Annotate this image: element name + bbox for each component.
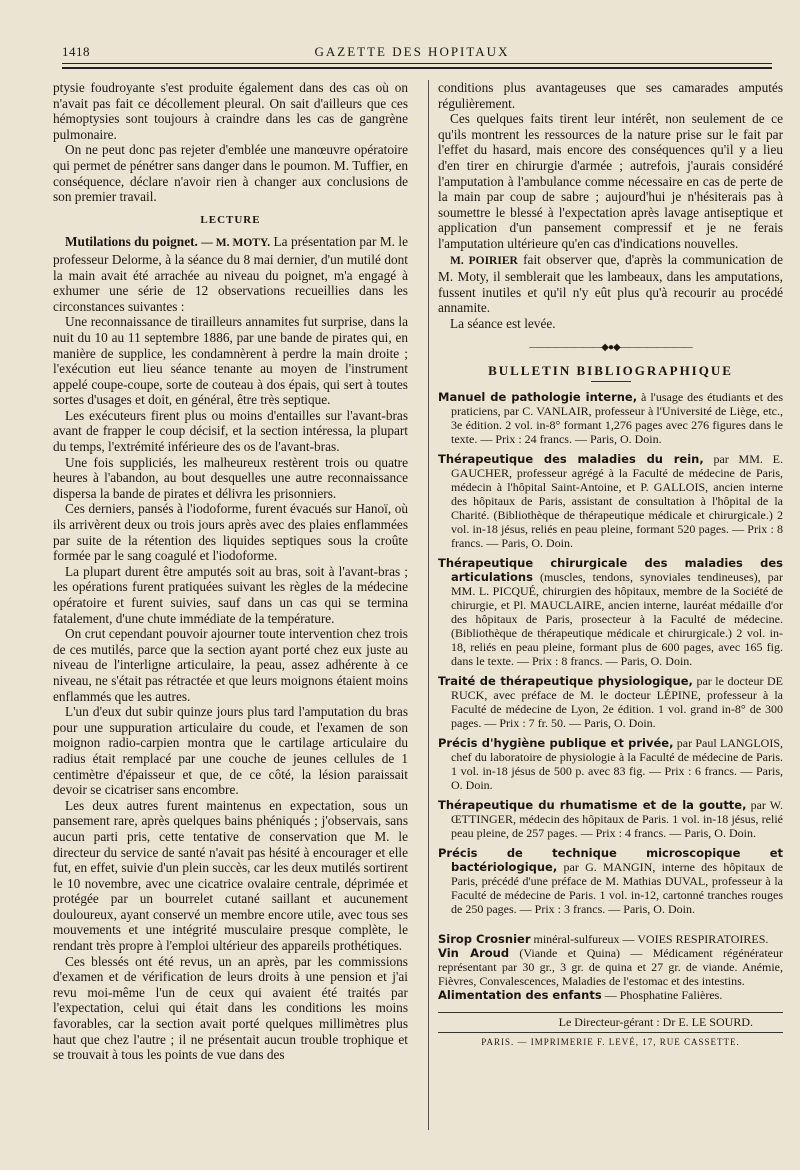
advertisement-line bbox=[438, 988, 783, 1002]
advertisement-line bbox=[438, 932, 783, 946]
entry-body: par W. ŒTTINGER, médecin des hôpitaux de Paris. 1 vol. in-18 jésus, relié peau pleine, de 257 pages. — Prix : 4 francs. — Paris, O. Doin. bbox=[451, 797, 783, 840]
bibliography-entry bbox=[438, 556, 783, 668]
page-header bbox=[52, 44, 772, 64]
bibliography-entry bbox=[438, 846, 783, 916]
bibliography-list bbox=[438, 390, 783, 916]
entry-body: à l'usage des étudiants et des praticiens, par C. VANLAIR, professeur à l'Université de Liège, etc., 3e édition. 2 vol. in-8° formant 1,276 pages avec 276 figures dans le texte. — Prix : 24 francs. — Paris, O. Doin. bbox=[451, 389, 783, 446]
entry-title: Précis de technique microscopique et bactériologique, bbox=[438, 845, 783, 874]
paragraph: L'un d'eux dut subir quinze jours plus tard l'amputation du bras pour une suppuration articulaire du coude, et l'examen de son moignon radio-carpien montra que le cartilage articulaire du radius était remplacé par une couche de jeunes cellules de 1 centimètre d'épaisseur et que, de ce côté, la lésion paraissait devoir se cicatriser sans encombre. bbox=[53, 704, 408, 798]
entry-title: Manuel de pathologie interne, bbox=[438, 389, 638, 404]
entry-title: Traité de thérapeutique physiologique, bbox=[438, 673, 693, 688]
entry-body: par le docteur DE RUCK, avec préface de M. le docteur LÉPINE, professeur à la Faculté de médecine de Lyon, 2e édition. 1 vol. grand in-8° de 300 pages. — Prix : 7 fr. 50. — Paris, O. Doin. bbox=[451, 673, 784, 730]
director-signature: Le Directeur-gérant : Dr E. LE SOURD. bbox=[558, 1014, 753, 1029]
advertisements bbox=[438, 932, 783, 1002]
lecture-paragraph bbox=[53, 234, 408, 314]
signature-rule bbox=[438, 1012, 783, 1013]
entry-body: par MM. E. GAUCHER, professeur agrégé à la Faculté de médecine de Paris, médecin à l'hôpital Saint-Antoine, et P. GALLOIS, ancien interne des hôpitaux de Paris, assistant de consultation à l'hôpital de la Charité. (Bibliothèque de thérapeutique médicale et chirurgicale.) 2 vol. in-18 jésus, reliés en peau pleine, formant 520 pages. — Prix : 8 francs. — Paris, O. Doin. bbox=[451, 451, 783, 550]
paragraph: conditions plus avantageuses que ses camarades amputés régulièrement. bbox=[438, 80, 783, 111]
entry-title: Thérapeutique du rhumatisme et de la goutte, bbox=[438, 797, 747, 812]
paragraph: Ces quelques faits tirent leur intérêt, non seulement de ce qu'ils montrent les ressources de la nature prise sur le fait par l'effet du hasard, mais encore des conséquences qu'il y a lieu d'en tirer en chirurgie d'armée ; autrefois, j'aurais considéré l'amputation à l'ambulance comme nécessaire en cas de perte de la main par coup de sabre ; aujourd'hui je n'hésiterais pas à soumettre le blessé à l'expectation après lavage antiseptique et application d'un pansement compressif et je ne ferais l'amputation ultérieure qu'en cas d'indications nouvelles. bbox=[438, 111, 783, 251]
bibliography-entry bbox=[438, 390, 783, 446]
advertisement-line bbox=[438, 946, 783, 988]
short-rule bbox=[591, 381, 631, 382]
ad-body: — Phosphatine Falières. bbox=[601, 987, 723, 1002]
entry-body: par G. MANGIN, interne des hôpitaux de Paris, précédé d'une préface de M. Mathias DUVAL, professeur à la Faculté de médecine de Paris. 1 vol. in-12, cartonné tranches rouges de 250 pages. — Prix : 3 francs. — Paris, O. Doin. bbox=[451, 859, 783, 916]
speaker-text: fait observer que, d'après la communication de M. Moty, il semblerait que les lambeaux, dans les amputations, fussent inutiles et qu'il n'y eût plus qu'à recourir au procédé annamite. bbox=[438, 251, 783, 316]
ad-title: Sirop Crosnier bbox=[438, 931, 531, 946]
entry-title: Thérapeutique des maladies du rein, bbox=[438, 451, 704, 466]
bibliography-entry bbox=[438, 798, 783, 840]
entry-title: Thérapeutique chirurgicale des maladies des articulations bbox=[438, 555, 783, 584]
paragraph: Les exécuteurs firent plus ou moins d'entailles sur l'avant-bras avant de frapper le coup décisif, et la section intéressa, la plupart du temps, l'extrémité inférieure des os de l'avant-bras. bbox=[53, 407, 408, 455]
paragraph bbox=[438, 252, 783, 316]
ad-title: Vin Aroud bbox=[438, 945, 510, 960]
ornament-rule: ————————◆●◆———————— bbox=[529, 341, 692, 353]
running-title: GAZETTE DES HOPITAUX bbox=[314, 44, 510, 59]
bibliography-entry bbox=[438, 452, 783, 550]
ad-body: (Viande et Quina) — Médicament régénérateur représentant par 30 gr., 3 gr. de quina et 27 gr. de viande. Anémie, Fièvres, Convalescences, Maladies de l'estomac et des intestins. bbox=[438, 945, 783, 988]
bulletin-title: BULLETIN BIBLIOGRAPHIQUE bbox=[488, 363, 733, 379]
lecture-title: Mutilations du poignet. bbox=[65, 234, 198, 250]
paragraph: Ces derniers, pansés à l'iodoforme, furent évacués sur Hanoï, où ils arrivèrent deux ou trois jours après avec des plaies enflammées par suite de la rétention des liquides septiques sous la croûte formée par le sang coagulé et l'iodoforme. bbox=[53, 501, 408, 564]
imprint-line: PARIS. — IMPRIMERIE F. LEVÉ, 17, RUE CASSETTE. bbox=[438, 1032, 783, 1051]
lecture-author: — M. MOTY. bbox=[201, 237, 271, 250]
ad-body: minéral-sulfureux — VOIES RESPIRATOIRES. bbox=[530, 931, 769, 946]
entry-body: par Paul LANGLOIS, chef du laboratoire de physiologie à la Faculté de médecine de Paris. 1 vol. in-18 jésus de 500 p. avec 83 fig. — Prix : 6 francs. — Paris, O. Doin. bbox=[451, 735, 783, 792]
paragraph: ptysie foudroyante s'est produite également dans des cas où on n'avait pas fait ce décollement pleural. On sait d'ailleurs que ces hémoptysies sont toujours à craindre dans les cas de gangrène pulmonaire. bbox=[53, 80, 408, 142]
right-column bbox=[438, 80, 783, 1051]
paragraph: Une fois suppliciés, les malheureux restèrent trois ou quatre heures à l'abandon, au bout desquelles une autre reconnaissance dispersa la bande de pirates et délivra les prisonniers. bbox=[53, 454, 408, 501]
page-number: 1418 bbox=[62, 44, 90, 59]
paragraph: On ne peut donc pas rejeter d'emblée une manœuvre opératoire qui permet de pénétrer sans danger dans le poumon. M. Tuffier, en conséquence, déclare n'avoir rien à changer aux conclusions de son premier travail. bbox=[53, 142, 408, 205]
paragraph: Les deux autres furent maintenus en expectation, sous un pansement rare, après quelques bains phéniqués ; j'observais, sans aucun parti pris, cette tentative de conservation que M. le directeur du service de santé n'avait pas hésité à encourager et elle fut, en effet, suivie d'un plein succès, car les deux mutilés sortirent le 10 novembre, avec une cicatrice ovalaire centrale, déprimée et protégée par un bourrelet cutané saillant et aucunement douloureux, ayant conservé un membre encore utile, avec tous ses mouvements et une intégrité musculaire presque complète, le rendant très propre à l'emploi ultérieur des appareils prothétiques. bbox=[53, 797, 408, 954]
left-column bbox=[53, 80, 408, 1063]
bibliography-entry bbox=[438, 736, 783, 792]
paragraph: On crut cependant pouvoir ajourner toute intervention chez trois de ces mutilés, parce que la section ayant porté chez eux juste au niveau de l'interligne articulaire, la peau, assez adhérente à ce niveau, ne s'était pas rétractée et que leurs moignons étaient moins enflammés que les autres. bbox=[53, 626, 408, 704]
bibliography-entry bbox=[438, 674, 783, 730]
speaker-name: M. POIRIER bbox=[450, 254, 518, 267]
header-rule-thick bbox=[62, 67, 772, 69]
paragraph: La séance est levée. bbox=[450, 315, 556, 331]
ad-title: Alimentation des enfants bbox=[438, 987, 602, 1002]
entry-body: (muscles, tendons, synoviales tendineuses), par MM. L. PICQUÉ, chirurgien des hôpitaux, membre de la Société de chirurgie, et Pl. MAUCLAIRE, ancien interne, lauréat médaille d'or des hôpitaux de Paris, prosecteur à la Faculté de médecine. (Bibliothèque de thérapeutique médicale et chirurgicale.) 2 vol. in-18, reliés en peau pleine, formant plus de 600 pages, avec 165 fig. dans le texte. — Prix : 8 francs. — Paris, O. Doin. bbox=[451, 569, 783, 668]
paragraph: Une reconnaissance de tirailleurs annamites fut surprise, dans la nuit du 10 au 11 septembre 1886, par une bande de pirates qui, en manière de supplice, les condamnèrent à perdre la main droite ; l'exécution eut lieu séance tenante au moyen de l'instrument appelé coupe-coupe, sorte de couteau à dos épais, qui sert à toutes sortes d'usages et doit, en général, être très septique. bbox=[53, 314, 408, 408]
paragraph: La plupart durent être amputés soit au bras, soit à l'avant-bras ; les opérations furent pratiquées suivant les règles de la médecine opératoire et furent suivies, sauf dans un cas qui se termina fatalement, d'une chute immédiate de la température. bbox=[53, 563, 408, 626]
paragraph: Ces blessés ont été revus, un an après, par les commissions d'examen et de vérification de leurs droits à une pension et j'ai revu moi-même l'un de ceux qui avaient été traités par l'expectation, celui qui était dans les conditions les moins favorables, car la section avait porté quelques millimètres plus haut que chez l'autre ; il ne présentait aucun trouble trophique et se trouvait à tous les points de vue dans des bbox=[53, 953, 408, 1063]
lecture-text: La présentation par M. le professeur Delorme, à la séance du 8 mai dernier, d'un mutilé dont la main avait été arrachée au niveau du poignet, m'a engagé à exhumer une série de 12 observations recueillies dans les circonstances suivantes : bbox=[53, 234, 408, 314]
entry-title: Précis d'hygiène publique et privée, bbox=[438, 735, 674, 750]
column-divider bbox=[428, 80, 429, 1130]
header-rule bbox=[62, 63, 772, 64]
section-heading: LECTURE bbox=[200, 213, 261, 226]
